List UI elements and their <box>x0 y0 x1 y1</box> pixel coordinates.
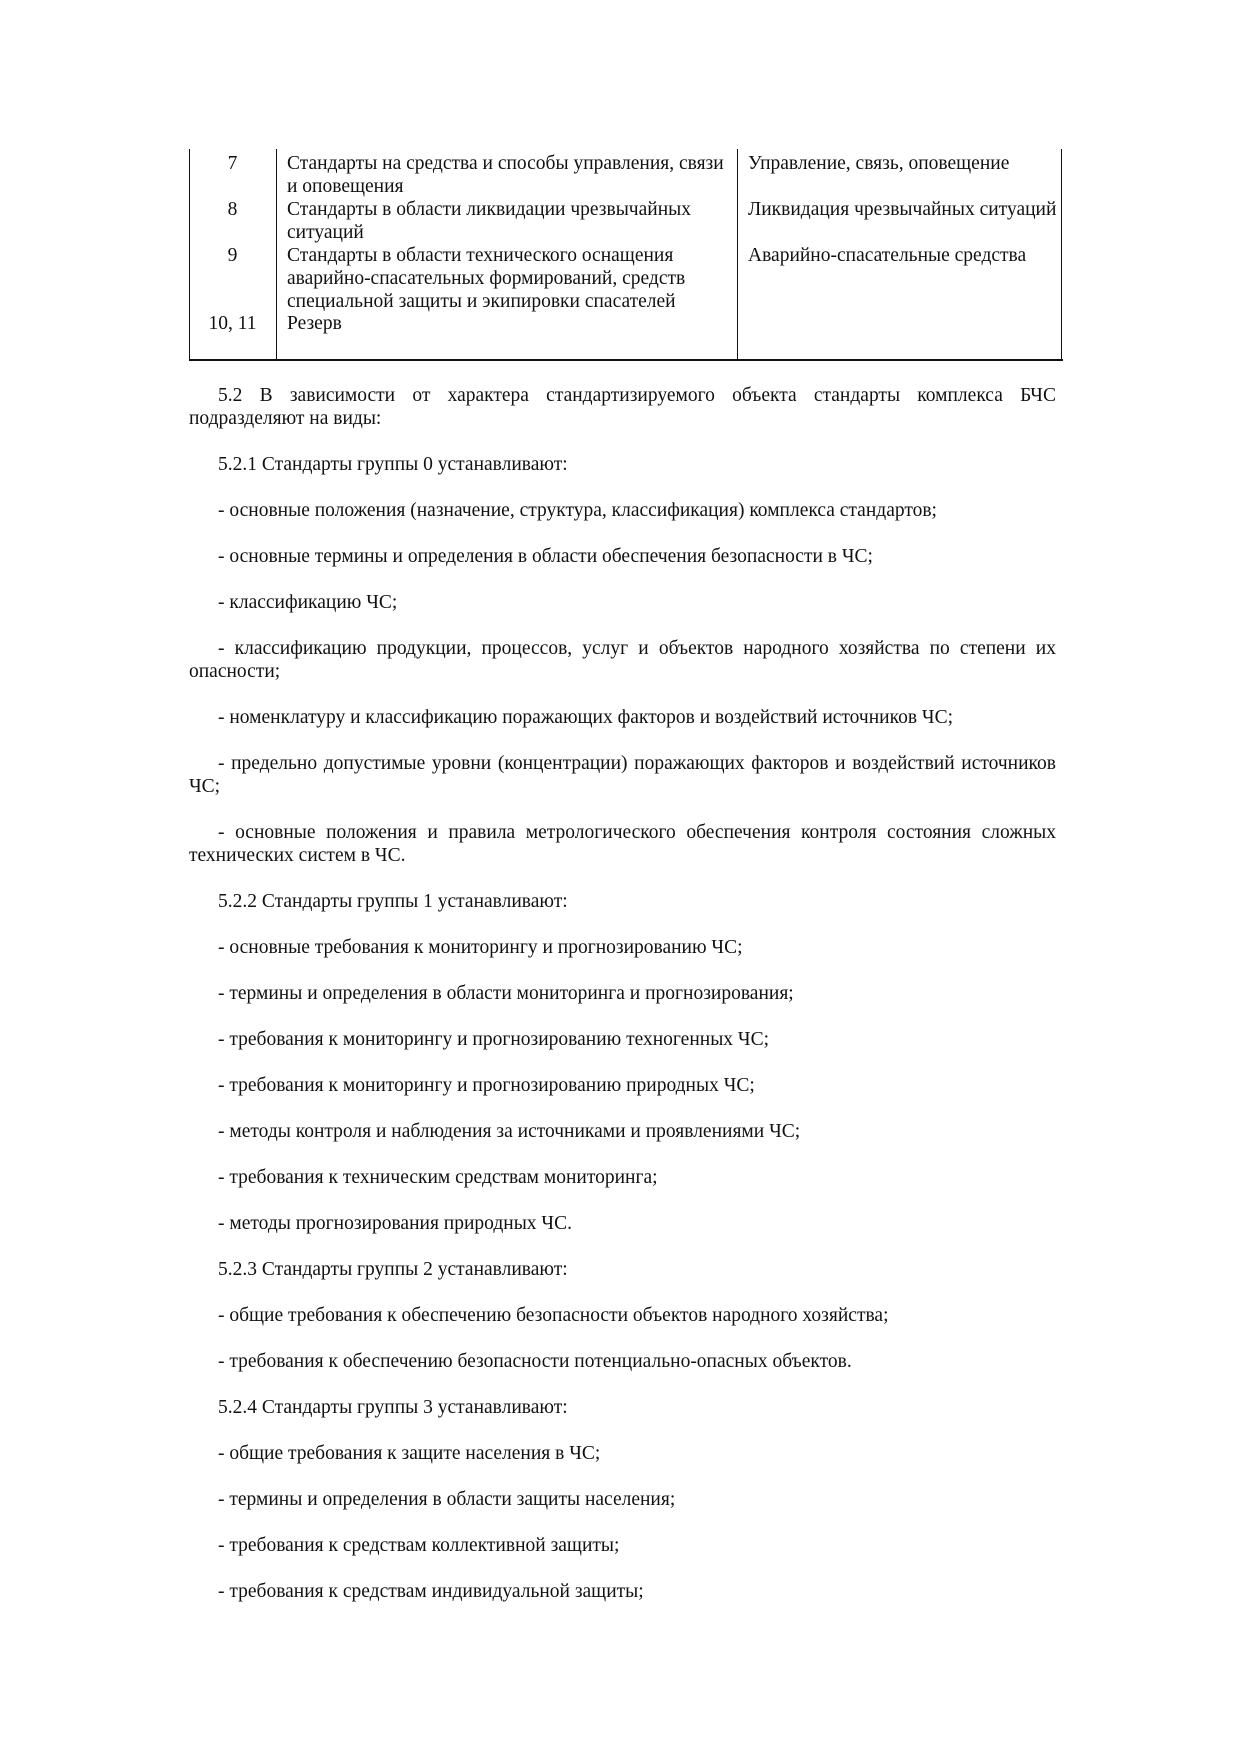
list-item: - номенклатуру и классификацию поражающих факторов и воздействий источников ЧС; <box>218 707 954 728</box>
list-item: - основные требования к мониторингу и прогнозированию ЧС; <box>218 937 743 958</box>
list-item: - требования к техническим средствам мониторинга; <box>218 1167 658 1188</box>
row-description: Стандарты на средства и способы управления, связи и оповещения <box>287 153 724 197</box>
list-item: - основные положения (назначение, структура, классификация) комплекса стандартов; <box>218 500 937 521</box>
list-item: - требования к обеспечению безопасности потенциально-опасных объектов. <box>218 1351 852 1372</box>
list-item: - требования к средствам индивидуальной защиты; <box>218 1581 644 1602</box>
table-divider-1 <box>276 149 277 359</box>
row-area: Аварийно-спасательные средства <box>748 245 1027 266</box>
list-item: - термины и определения в области защиты населения; <box>218 1489 676 1510</box>
list-item: - общие требования к обеспечению безопасности объектов народного хозяйства; <box>218 1305 889 1326</box>
list-item: - общие требования к защите населения в ЧС; <box>218 1443 601 1464</box>
list-item: - классификацию продукции, процессов, услуг и объектов народного хозяйства по степени их опасности; <box>189 638 1056 682</box>
row-area: Управление, связь, оповещение <box>748 153 1010 174</box>
heading-5-2-2: 5.2.2 Стандарты группы 1 устанавливают: <box>218 891 568 912</box>
row-description: Стандарты в области ликвидации чрезвычайных ситуаций <box>287 199 691 243</box>
table-divider-2 <box>737 149 738 359</box>
table-border-right <box>1061 149 1062 359</box>
standards-table <box>189 149 1063 361</box>
row-area: Ликвидация чрезвычайных ситуаций <box>748 199 1057 220</box>
heading-5-2-4: 5.2.4 Стандарты группы 3 устанавливают: <box>218 1397 568 1418</box>
list-item: - требования к мониторингу и прогнозированию техногенных ЧС; <box>218 1029 770 1050</box>
list-item: - методы контроля и наблюдения за источниками и проявлениями ЧС; <box>218 1121 801 1142</box>
list-item: - требования к мониторингу и прогнозированию природных ЧС; <box>218 1075 755 1096</box>
heading-5-2-1: 5.2.1 Стандарты группы 0 устанавливают: <box>218 454 568 475</box>
row-description: Резерв <box>287 313 342 334</box>
list-item: - требования к средствам коллективной защиты; <box>218 1535 620 1556</box>
row-description: Стандарты в области технического оснащения аварийно-спасательных формирований, средств специальной защиты и экипировки спасателей <box>287 245 686 312</box>
heading-5-2-3: 5.2.3 Стандарты группы 2 устанавливают: <box>218 1259 568 1280</box>
paragraph-5-2: 5.2 В зависимости от характера стандартизируемого объекта стандарты комплекса БЧС подразделяют на виды: <box>189 385 1056 429</box>
row-number: 8 <box>227 199 238 220</box>
row-number: 7 <box>227 153 238 174</box>
row-number: 10, 11 <box>208 313 257 334</box>
list-item: - основные термины и определения в области обеспечения безопасности в ЧС; <box>218 546 873 567</box>
list-item: - термины и определения в области мониторинга и прогнозирования; <box>218 983 794 1004</box>
list-item: - классификацию ЧС; <box>218 592 398 613</box>
row-number: 9 <box>227 245 238 266</box>
list-item: - методы прогнозирования природных ЧС. <box>218 1213 572 1234</box>
list-item: - предельно допустимые уровни (концентрации) поражающих факторов и воздействий источников ЧС; <box>189 753 1056 797</box>
list-item: - основные положения и правила метрологического обеспечения контроля состояния сложных технических систем в ЧС. <box>189 822 1056 866</box>
